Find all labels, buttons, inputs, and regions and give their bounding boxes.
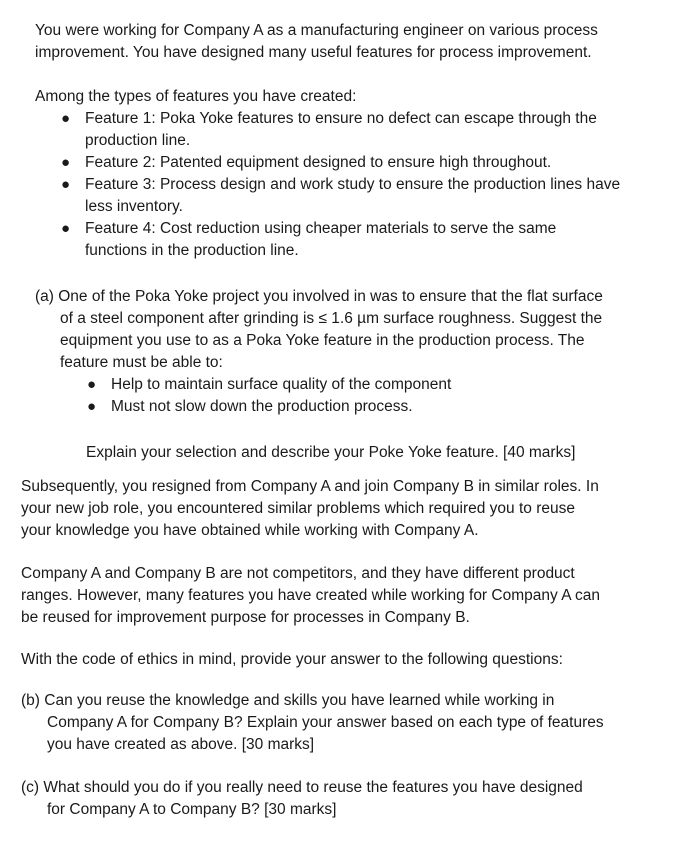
features-list — [61, 108, 621, 262]
intro-line: You were working for Company A as a manufacturing engineer on various process — [35, 22, 598, 39]
intro-line: improvement. You have designed many useful features for process improvement. — [35, 44, 592, 61]
list-item — [61, 174, 621, 218]
question-c-line: for Company A to Company B? [30 marks] — [47, 801, 337, 818]
question-a-closing-text: Explain your selection and describe your Poke Yoke feature. [40 marks] — [86, 444, 576, 461]
question-a-closing — [86, 442, 575, 464]
question-a-line: equipment you use to as a Poka Yoke feature in the production process. The — [60, 332, 585, 349]
context-paragraph-2 — [21, 563, 600, 629]
requirement-text: Help to maintain surface quality of the component — [111, 376, 452, 393]
bullet-icon: ● — [61, 220, 71, 237]
context-line: Company A and Company B are not competitors, and they have different product — [21, 565, 575, 582]
feature-text: Feature 2: Patented equipment designed to ensure high throughout. — [85, 154, 552, 171]
question-b-line: Company A for Company B? Explain your answer based on each type of features — [47, 714, 604, 731]
feature-text: functions in the production line. — [85, 242, 299, 259]
requirement-text: Must not slow down the production process. — [111, 398, 413, 415]
context-line: Subsequently, you resigned from Company A and join Company B in similar roles. In — [21, 478, 599, 495]
question-c — [21, 777, 583, 821]
context-line: With the code of ethics in mind, provide your answer to the following questions: — [21, 651, 563, 668]
question-c-line: (c) What should you do if you really need to reuse the features you have designed — [21, 779, 583, 796]
question-b — [21, 690, 604, 756]
context-line: your knowledge you have obtained while working with Company A. — [21, 522, 479, 539]
context-paragraph-1 — [21, 476, 599, 542]
feature-text: less inventory. — [85, 198, 183, 215]
bullet-icon: ● — [61, 110, 71, 127]
question-a-line: (a) One of the Poka Yoke project you involved in was to ensure that the flat surface — [35, 288, 603, 305]
context-line: your new job role, you encountered similar problems which required you to reuse — [21, 500, 575, 517]
feature-text: production line. — [85, 132, 191, 149]
list-item — [61, 152, 620, 174]
context-line: ranges. However, many features you have created while working for Company A can — [21, 587, 600, 604]
bullet-icon: ● — [87, 398, 97, 415]
context-paragraph-3 — [21, 649, 563, 671]
question-a-line: of a steel component after grinding is ≤ 1.6 µm surface roughness. Suggest the — [60, 310, 603, 327]
question-a — [35, 286, 603, 374]
intro-paragraph — [35, 20, 598, 64]
feature-text: Feature 1: Poka Yoke features to ensure no defect can escape through the — [85, 110, 597, 127]
bullet-icon: ● — [61, 154, 71, 171]
list-item — [61, 218, 620, 262]
context-line: be reused for improvement purpose for processes in Company B. — [21, 609, 470, 626]
feature-text: Feature 4: Cost reduction using cheaper materials to serve the same — [85, 220, 557, 237]
list-item — [87, 374, 452, 396]
bullet-icon: ● — [87, 376, 97, 393]
features-heading-text: Among the types of features you have created: — [35, 88, 357, 105]
question-b-line: (b) Can you reuse the knowledge and skills you have learned while working in — [21, 692, 555, 709]
list-item — [87, 396, 451, 418]
feature-text: Feature 3: Process design and work study to ensure the production lines have — [85, 176, 621, 193]
bullet-icon: ● — [61, 176, 71, 193]
list-item — [61, 108, 620, 152]
features-heading — [35, 86, 356, 108]
question-a-line: feature must be able to: — [60, 354, 223, 371]
question-b-line: you have created as above. [30 marks] — [47, 736, 315, 753]
question-a-requirements — [87, 374, 452, 418]
